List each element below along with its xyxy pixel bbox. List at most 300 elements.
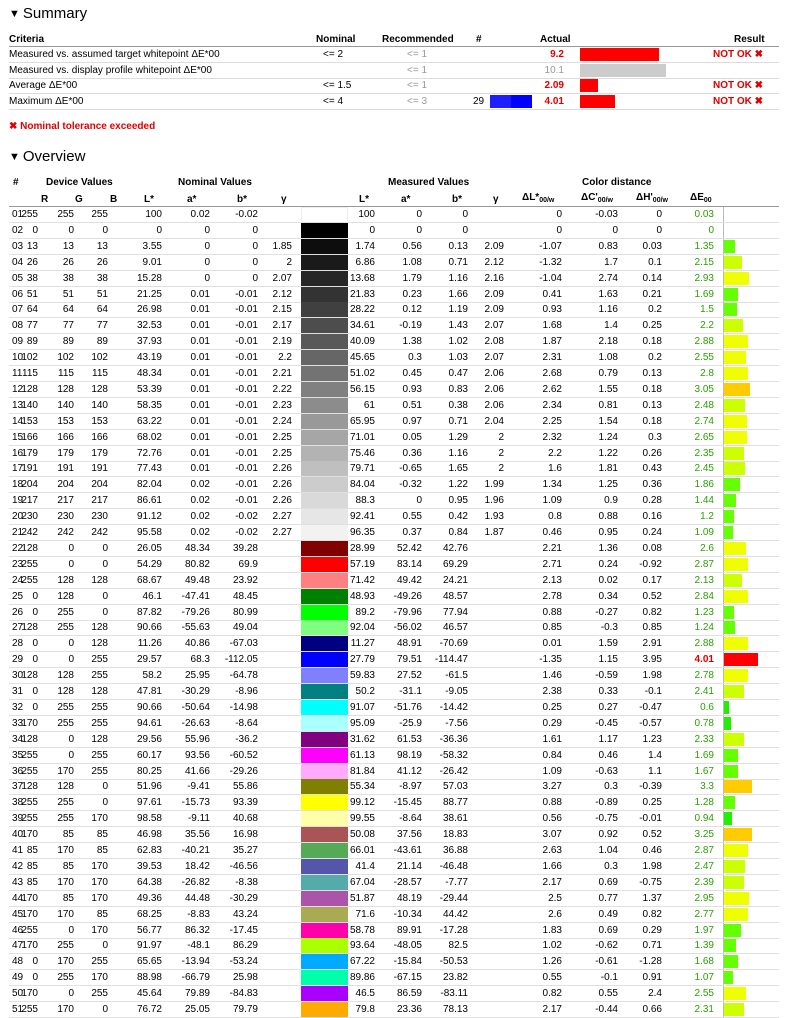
delta-e-bar — [724, 780, 752, 793]
device-g: 0 — [68, 654, 74, 666]
measured-l: 96.35 — [349, 527, 375, 538]
measured-gamma — [474, 827, 504, 843]
color-swatch — [301, 414, 348, 430]
delta-l: 2.17 — [542, 1004, 562, 1015]
nominal-a: -47.41 — [181, 590, 210, 602]
measured-a: 0.51 — [402, 399, 422, 411]
nominal-l: 68.02 — [136, 431, 162, 443]
device-b: 0 — [102, 558, 108, 570]
device-r: 255 — [21, 209, 38, 220]
measured-l: 71.42 — [349, 574, 375, 586]
delta-l: 2.2 — [548, 447, 562, 459]
device-g: 170 — [57, 876, 74, 888]
measured-l: 71.01 — [349, 431, 375, 443]
color-swatch — [301, 366, 348, 382]
color-swatch — [301, 875, 348, 891]
nominal-a: 44.48 — [184, 892, 210, 904]
measured-a: 0.45 — [402, 368, 422, 379]
table-row — [0, 748, 785, 764]
nominal-a: 25.95 — [184, 670, 210, 682]
measured-b: 0.83 — [448, 383, 468, 395]
device-r: 242 — [21, 527, 38, 538]
device-g: 170 — [57, 908, 74, 920]
measured-gamma — [474, 716, 504, 732]
device-r: 255 — [21, 558, 38, 570]
nominal-a: -66.79 — [181, 972, 210, 984]
measured-l: 58.78 — [349, 924, 375, 936]
measured-l: 28.22 — [349, 304, 375, 316]
delta-e: 2.45 — [694, 463, 714, 475]
measured-b: 1.03 — [448, 352, 468, 364]
nominal-gamma: 2.26 — [272, 463, 292, 475]
delta-e: 2.13 — [694, 574, 714, 586]
nominal-b: -0.02 — [235, 511, 258, 523]
row-number: 18 — [12, 479, 24, 491]
row-number: 38 — [12, 797, 24, 809]
measured-b: -70.69 — [439, 638, 468, 650]
delta-h: -0.47 — [639, 701, 662, 713]
measured-l: 71.6 — [355, 908, 375, 920]
device-b: 255 — [91, 717, 108, 729]
delta-c: 0.27 — [598, 701, 618, 713]
delta-e-bar — [724, 383, 750, 396]
device-g: 153 — [57, 415, 74, 427]
measured-b: 1.66 — [448, 288, 468, 300]
delta-l: 2.71 — [542, 558, 562, 570]
device-b: 255 — [91, 956, 108, 968]
measured-a: -56.02 — [393, 622, 422, 634]
delta-c: -0.44 — [595, 1004, 618, 1015]
nominal-b: -0.01 — [235, 304, 258, 316]
delta-h: -0.92 — [639, 558, 662, 570]
device-g: 85 — [62, 892, 74, 904]
delta-c: 0.69 — [598, 924, 618, 936]
device-r: 0 — [32, 590, 38, 602]
delta-l: 2.62 — [542, 383, 562, 395]
measured-l: 21.83 — [349, 288, 375, 300]
delta-c: 1.55 — [598, 383, 618, 395]
delta-l: 0.56 — [542, 813, 562, 825]
overview-section-toggle[interactable] — [9, 148, 85, 165]
device-b: 115 — [92, 368, 108, 379]
device-g: 0 — [68, 224, 74, 236]
delta-c: -0.63 — [595, 765, 618, 777]
measured-a: -8.97 — [399, 781, 422, 793]
measured-a: -0.32 — [399, 479, 422, 491]
measured-l: 99.55 — [349, 813, 375, 825]
header-nominal-values: Nominal Values — [178, 177, 252, 188]
measured-gamma: 2.06 — [484, 368, 504, 379]
delta-c: 0.83 — [598, 240, 618, 252]
delta-h: -0.1 — [644, 686, 662, 697]
nominal-b: 0 — [252, 224, 258, 236]
delta-e-bar — [724, 478, 740, 491]
col-header-delta-l: $\Delta L*_{00/w}$ — [522, 192, 555, 204]
delta-e: 3.25 — [694, 829, 714, 841]
nominal-a: 48.34 — [184, 542, 210, 554]
delta-l: 2.6 — [548, 908, 562, 920]
device-b: 255 — [91, 209, 108, 220]
nominal-b: 55.86 — [232, 781, 258, 793]
measured-a: 0.37 — [402, 527, 422, 538]
delta-e-bar — [724, 510, 734, 523]
delta-e: 1.24 — [694, 622, 714, 634]
nominal-gamma — [262, 970, 292, 986]
delta-l: 0.01 — [542, 638, 562, 650]
row-number: 43 — [12, 876, 24, 888]
col-header-delta-e: $\Delta E_{00}$ — [690, 192, 712, 204]
delta-h: 0.52 — [642, 590, 662, 602]
measured-b: 0.42 — [448, 511, 468, 523]
nominal-b: 35.27 — [232, 845, 258, 856]
row-number: 22 — [12, 542, 24, 554]
measured-b: 1.02 — [448, 336, 468, 348]
row-number: 20 — [12, 511, 24, 523]
delta-c: 1.17 — [598, 733, 618, 745]
measured-a: 0.05 — [402, 431, 422, 443]
nominal-b: 80.99 — [232, 606, 258, 618]
row-number: 27 — [12, 622, 24, 634]
measured-a: 21.14 — [396, 860, 422, 872]
measured-gamma — [474, 907, 504, 923]
device-r: 191 — [21, 463, 38, 475]
device-b: 38 — [96, 272, 108, 284]
delta-e-bar — [724, 415, 747, 428]
measured-l: 45.65 — [349, 352, 375, 364]
color-swatch — [301, 764, 348, 780]
measured-b: -83.11 — [440, 988, 468, 1000]
measured-a: 52.42 — [396, 542, 422, 554]
measured-a: 0.23 — [402, 288, 422, 300]
device-b: 191 — [91, 463, 108, 475]
delta-e: 2.77 — [694, 908, 714, 920]
table-row — [0, 414, 785, 430]
nominal-a: 0.02 — [190, 209, 210, 220]
summary-section-toggle[interactable] — [9, 5, 87, 22]
nominal-gamma — [262, 748, 292, 764]
delta-l: -1.32 — [539, 256, 562, 268]
nominal-l: 76.72 — [136, 1004, 162, 1015]
device-r: 153 — [21, 415, 38, 427]
measured-b: -9.05 — [445, 686, 468, 697]
measured-gamma — [474, 589, 504, 605]
row-number: 14 — [12, 415, 24, 427]
nominal-b: 69.9 — [238, 558, 258, 570]
device-b: 77 — [96, 320, 108, 332]
summary-bar — [580, 48, 659, 61]
delta-h: 0.66 — [642, 1004, 662, 1015]
color-swatch — [301, 795, 348, 811]
nominal-gamma — [262, 938, 292, 954]
table-row — [0, 811, 785, 827]
device-r: 170 — [21, 940, 38, 952]
measured-gamma: 2.06 — [484, 383, 504, 395]
measured-b: 38.61 — [442, 813, 468, 825]
nominal-l: 46.98 — [136, 829, 162, 841]
delta-e-bar — [724, 431, 747, 444]
measured-gamma: 2.09 — [484, 240, 504, 252]
measured-gamma — [474, 652, 504, 668]
measured-gamma — [474, 954, 504, 970]
delta-e-bar — [724, 669, 748, 682]
delta-h: 0.18 — [642, 336, 662, 348]
color-swatch — [301, 605, 348, 621]
summary-row — [0, 47, 785, 62]
device-b: 170 — [91, 892, 108, 904]
summary-header-actual: Actual — [540, 34, 571, 45]
nominal-gamma — [262, 668, 292, 684]
table-row — [0, 557, 785, 573]
measured-b: 24.21 — [442, 574, 468, 586]
nominal-gamma — [262, 859, 292, 875]
delta-e: 2.41 — [694, 686, 714, 697]
device-r: 255 — [21, 813, 38, 825]
measured-b: -36.36 — [439, 733, 468, 745]
nominal-gamma: 2.12 — [272, 288, 292, 300]
summary-actual-value: 9.2 — [550, 49, 564, 60]
delta-e: 1.28 — [694, 797, 714, 809]
row-number: 06 — [12, 288, 24, 300]
device-g: 170 — [57, 845, 74, 856]
measured-l: 75.46 — [349, 447, 375, 459]
delta-e-bar — [724, 828, 752, 841]
color-swatch — [301, 573, 348, 589]
measured-l: 84.04 — [349, 479, 375, 491]
delta-e: 1.07 — [694, 972, 714, 984]
measured-a: 61.53 — [396, 733, 422, 745]
summary-number: 29 — [473, 95, 485, 107]
device-r: 204 — [21, 479, 38, 491]
device-g: 255 — [57, 606, 74, 618]
delta-l: 2.38 — [542, 686, 562, 697]
measured-l: 92.41 — [349, 511, 375, 523]
row-number: 24 — [12, 574, 24, 586]
measured-gamma — [474, 795, 504, 811]
table-row — [0, 700, 785, 716]
measured-gamma — [474, 668, 504, 684]
measured-gamma — [474, 620, 504, 636]
measured-gamma — [474, 843, 504, 859]
measured-a: 48.19 — [396, 892, 422, 904]
delta-e-bar — [724, 749, 738, 762]
color-swatch — [301, 223, 348, 239]
device-r: 128 — [21, 670, 38, 682]
nominal-gamma — [262, 541, 292, 557]
delta-c: -0.61 — [595, 956, 618, 968]
measured-a: 0 — [416, 224, 422, 236]
measured-a: -15.84 — [393, 956, 422, 968]
nominal-a: 79.89 — [184, 988, 210, 1000]
measured-b: 0 — [462, 209, 468, 220]
delta-l: 1.61 — [542, 733, 562, 745]
measured-a: -31.1 — [399, 686, 422, 697]
measured-b: 1.16 — [448, 272, 468, 284]
row-number: 19 — [12, 495, 24, 507]
device-g: 0 — [68, 988, 74, 1000]
table-row — [0, 954, 785, 970]
device-b: 0 — [102, 542, 108, 554]
nominal-a: 0.01 — [190, 415, 210, 427]
nominal-l: 98.58 — [136, 813, 162, 825]
color-swatch — [301, 684, 348, 700]
nominal-a: 0.01 — [190, 336, 210, 348]
device-b: 102 — [91, 352, 108, 364]
delta-h: 0.2 — [648, 304, 662, 316]
table-row — [0, 366, 785, 382]
delta-l: 0.82 — [542, 988, 562, 1000]
collapse-triangle-icon: ▼ — [9, 151, 20, 163]
measured-gamma — [474, 748, 504, 764]
collapse-triangle-icon: ▼ — [9, 8, 20, 20]
device-r: 255 — [21, 749, 38, 761]
device-b: 255 — [91, 654, 108, 666]
device-b: 230 — [91, 511, 108, 523]
nominal-gamma: 2.17 — [272, 320, 292, 332]
nominal-b: -67.03 — [229, 638, 258, 650]
measured-l: 11.27 — [350, 638, 375, 650]
measured-l: 65.95 — [349, 415, 375, 427]
delta-h: 0.2 — [648, 352, 662, 364]
row-number: 28 — [12, 638, 24, 650]
nominal-b: -0.01 — [235, 320, 258, 332]
nominal-gamma — [262, 764, 292, 780]
color-swatch — [301, 350, 348, 366]
device-g: 0 — [68, 733, 74, 745]
row-number: 34 — [12, 733, 24, 745]
device-b: 89 — [96, 336, 108, 348]
measured-b: 1.22 — [448, 479, 468, 491]
delta-l: 2.13 — [542, 574, 562, 586]
table-row — [0, 446, 785, 462]
delta-e: 0 — [708, 224, 714, 236]
device-r: 128 — [21, 383, 38, 395]
table-row — [0, 938, 785, 954]
nominal-gamma — [262, 811, 292, 827]
delta-l: 0.85 — [542, 622, 562, 634]
nominal-l: 47.81 — [136, 686, 162, 697]
device-b: 170 — [91, 924, 108, 936]
delta-c: 1.22 — [598, 447, 618, 459]
delta-l: 1.68 — [542, 320, 562, 332]
table-row — [0, 589, 785, 605]
row-number: 02 — [12, 224, 24, 236]
col-header-r: R — [41, 194, 49, 205]
device-g: 255 — [57, 813, 74, 825]
delta-e-bar — [724, 319, 743, 332]
measured-b: -46.48 — [439, 860, 468, 872]
color-swatch — [301, 430, 348, 446]
table-row — [0, 223, 785, 239]
nominal-a: 80.82 — [184, 558, 210, 570]
device-b: 128 — [91, 622, 108, 634]
device-r: 0 — [32, 638, 38, 650]
measured-a: 27.52 — [396, 670, 422, 682]
table-row — [0, 732, 785, 748]
nominal-gamma — [262, 875, 292, 891]
measured-l: 13.68 — [349, 272, 375, 284]
measured-a: 1.38 — [402, 336, 422, 348]
nominal-l: 26.98 — [136, 304, 162, 316]
nominal-gamma: 2.23 — [272, 399, 292, 411]
device-b: 0 — [102, 1004, 108, 1015]
nominal-gamma — [262, 589, 292, 605]
nominal-gamma: 2.26 — [272, 479, 292, 491]
device-g: 170 — [57, 956, 74, 968]
nominal-gamma: 2.15 — [272, 304, 292, 316]
delta-e-bar — [724, 240, 735, 253]
nominal-b: -53.24 — [229, 956, 258, 968]
delta-e: 2.33 — [694, 733, 714, 745]
table-row — [0, 986, 785, 1002]
delta-e: 2.95 — [694, 892, 714, 904]
delta-h: -0.57 — [639, 717, 662, 729]
nominal-a: -48.1 — [187, 940, 210, 952]
nominal-a: -55.63 — [181, 622, 210, 634]
device-r: 13 — [26, 240, 38, 252]
color-swatch — [301, 843, 348, 859]
delta-c: -0.59 — [595, 670, 618, 682]
measured-b: -29.44 — [439, 892, 468, 904]
measured-l: 67.04 — [349, 876, 375, 888]
measured-gamma: 2.09 — [484, 288, 504, 300]
device-b: 140 — [91, 399, 108, 411]
row-number: 12 — [12, 383, 24, 395]
delta-e-bar — [724, 987, 746, 1000]
table-row — [0, 573, 785, 589]
nominal-gamma — [262, 795, 292, 811]
measured-l: 50.08 — [349, 829, 375, 841]
delta-h: 0.71 — [642, 940, 662, 952]
nominal-b: -14.98 — [229, 701, 258, 713]
device-g: 0 — [68, 638, 74, 650]
color-swatch — [301, 620, 348, 636]
delta-e: 2.8 — [700, 368, 714, 379]
measured-gamma — [474, 986, 504, 1002]
device-g: 128 — [57, 383, 74, 395]
color-swatch — [301, 700, 348, 716]
delta-l: 0.8 — [548, 511, 562, 523]
device-r: 85 — [26, 876, 38, 888]
device-r: 64 — [26, 304, 38, 316]
nominal-l: 65.65 — [136, 956, 162, 968]
delta-c: -0.45 — [595, 717, 618, 729]
device-b: 255 — [91, 988, 108, 1000]
table-row — [0, 795, 785, 811]
table-row — [0, 398, 785, 414]
delta-l: 2.34 — [542, 399, 562, 411]
color-swatch — [301, 255, 348, 271]
color-swatch — [301, 779, 348, 795]
measured-gamma: 2 — [498, 463, 504, 475]
table-row — [0, 907, 785, 923]
measured-gamma: 2.16 — [484, 272, 504, 284]
measured-b: 0.38 — [448, 399, 468, 411]
delta-l: 1.26 — [542, 956, 562, 968]
measured-b: -26.42 — [439, 765, 468, 777]
nominal-b: -0.01 — [235, 415, 258, 427]
row-number: 11 — [12, 368, 23, 379]
summary-header-criteria: Criteria — [9, 34, 45, 45]
device-r: 170 — [21, 829, 38, 841]
measured-a: 49.42 — [396, 574, 422, 586]
measured-gamma — [474, 541, 504, 557]
measured-b: -7.56 — [445, 717, 468, 729]
row-number: 46 — [12, 924, 24, 936]
color-swatch — [301, 302, 348, 318]
delta-e: 0.03 — [694, 209, 714, 220]
delta-c: 1.63 — [598, 288, 618, 300]
delta-h: 0.14 — [642, 272, 662, 284]
